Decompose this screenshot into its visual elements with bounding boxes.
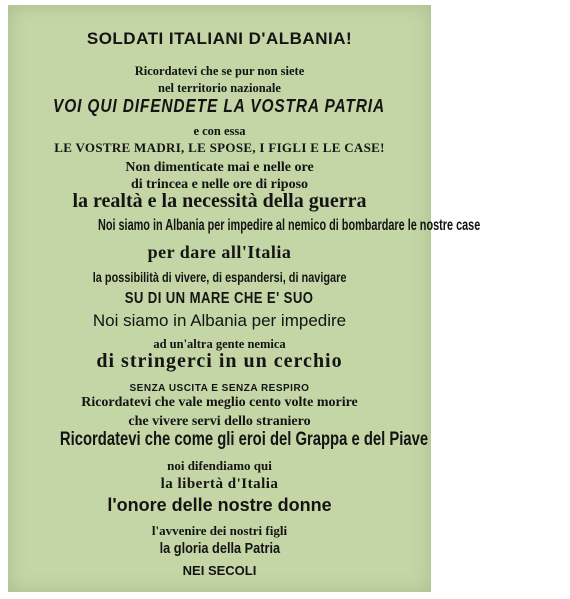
poster-line-6: Non dimenticate mai e nelle ore	[125, 160, 314, 175]
poster-line-13: Noi siamo in Albania per impedire	[92, 311, 347, 330]
poster-line-20: noi difendiamo qui	[167, 458, 272, 473]
poster-line-23: l'avvenire dei nostri figli	[151, 523, 288, 538]
poster-line-15: di stringerci in un cerchio	[96, 350, 343, 372]
poster-line-12: SU DI UN MARE CHE E' SUO	[125, 290, 314, 307]
poster-line-5: LE VOSTRE MADRI, LE SPOSE, I FIGLI E LE CASE!	[54, 140, 385, 155]
poster-line-11: la possibilità di vivere, di espandersi, di navigare	[92, 269, 347, 285]
poster-line-21: la libertà d'Italia	[160, 476, 279, 492]
poster-line-3: VOI QUI DIFENDETE LA VOSTRA PATRIA	[53, 96, 386, 116]
poster-line-25: NEI SECOLI	[182, 563, 257, 578]
poster-line-14: ad un'altra gente nemica	[153, 337, 286, 351]
poster-line-22: l'onore delle nostre donne	[107, 495, 332, 515]
poster-line-18: che vivere servi dello straniero	[128, 414, 311, 429]
poster-line-24: la gloria della Patria	[159, 540, 280, 557]
poster-title: SOLDATI ITALIANI D'ALBANIA!	[86, 29, 353, 48]
poster-line-19: Ricordatevi che come gli eroi del Grappa e del Piave	[59, 429, 429, 450]
poster-line-9: Noi siamo in Albania per impedire al nemico di bombardare le nostre case	[97, 217, 481, 234]
poster	[8, 5, 481, 592]
poster-line-1: Ricordatevi che se pur non siete	[134, 64, 305, 78]
poster-line-7: di trincea e nelle ore di riposo	[130, 177, 309, 192]
poster-line-8: la realtà e la necessità della guerra	[72, 190, 367, 212]
poster-line-4: e con essa	[193, 124, 246, 138]
poster-line-16: SENZA USCITA E SENZA RESPIRO	[129, 383, 310, 394]
poster-line-2: nel territorio nazionale	[158, 81, 281, 95]
poster-line-17: Ricordatevi che vale meglio cento volte morire	[81, 395, 358, 410]
poster-line-10: per dare all'Italia	[147, 242, 292, 262]
